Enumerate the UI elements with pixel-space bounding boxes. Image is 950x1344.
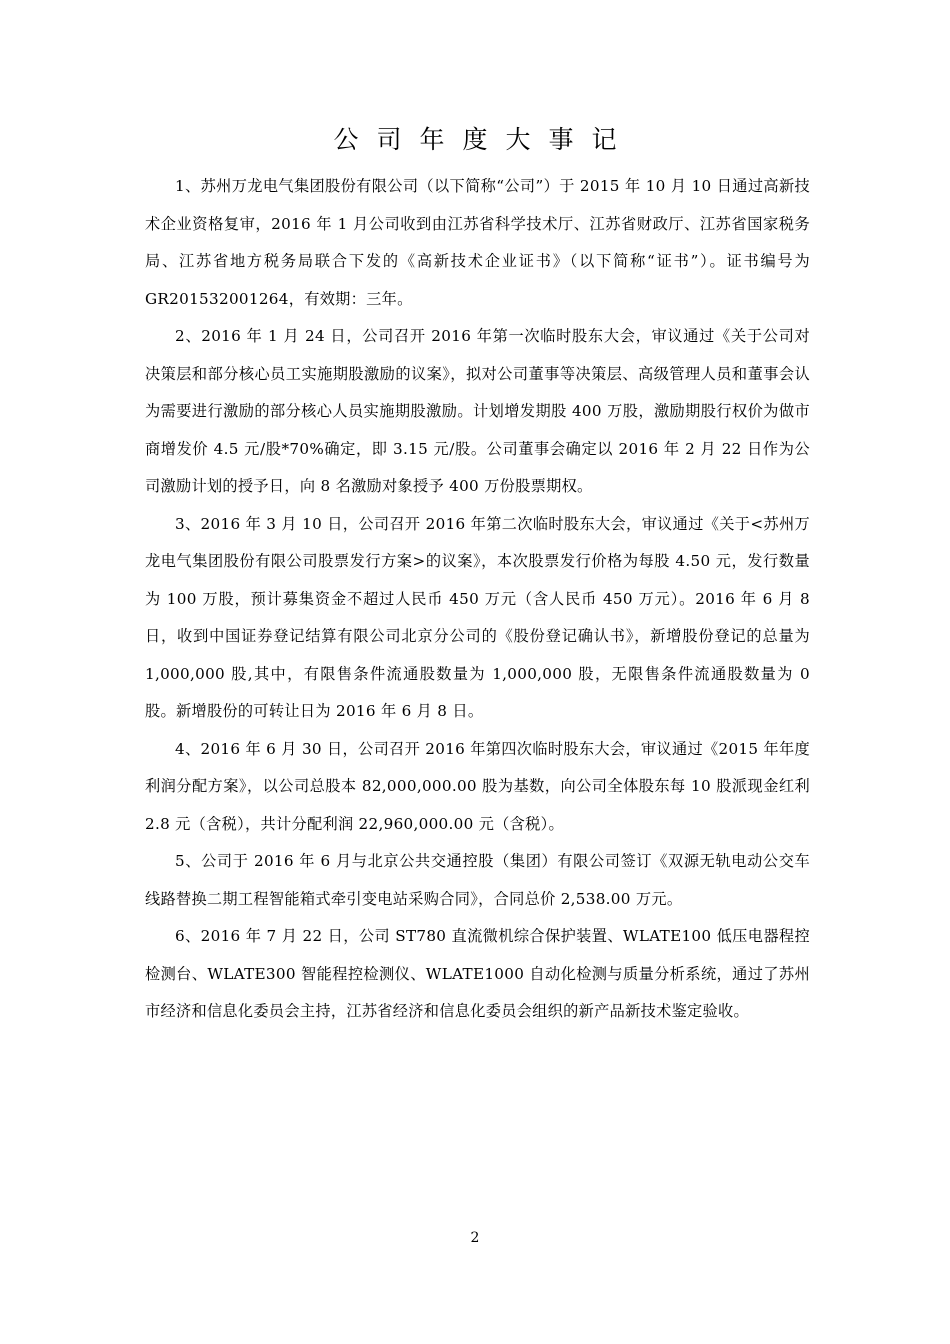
page-title: 公司年度大事记 bbox=[333, 125, 635, 154]
paragraph-3: 3、2016 年 3 月 10 日，公司召开 2016 年第二次临时股东大会，审议通过《关于<苏州万龙电气集团股份有限公司股票发行方案>的议案》，本次股票发行价格为每股 4.50 元，发行数量为 100 万股，预计募集资金不超过人民币 450 万元（含人民币 450 万元）。2016 年 6 月 8 日，收到中国证券登记结算有限公司北京分公司的《股份登记确认书》，新增股份登记的总量为 1,000,000 股,其中，有限售条件流通股数量为 1,000,000 股，无限售条件流通股数量为 0 股。新增股份的可转让日为 2016 年 6 月 8 日。 bbox=[145, 514, 810, 720]
paragraph-6: 6、2016 年 7 月 22 日，公司 ST780 直流微机综合保护装置、WLATE100 低压电器程控检测台、WLATE300 智能程控检测仪、WLATE1000 自动化检测与质量分析系统，通过了苏州市经济和信息化委员会主持，江苏省经济和信息化委员会组织的新产品新技术鉴定验收。 bbox=[145, 927, 810, 1020]
page-number: 2 bbox=[470, 1230, 480, 1246]
paragraph-2: 2、2016 年 1 月 24 日，公司召开 2016 年第一次临时股东大会，审议通过《关于公司对决策层和部分核心员工实施期股激励的议案》，拟对公司董事等决策层、高级管理人员和董事会认为需要进行激励的部分核心人员实施期股激励。计划增发期股 400 万股，激励期股行权价为做市商增发价 4.5 元/股*70%确定，即 3.15 元/股。公司董事会确定以 2016 年 2 月 22 日作为公司激励计划的授予日，向 8 名激励对象授予 400 万份股票期权。 bbox=[145, 327, 810, 495]
paragraph-4: 4、2016 年 6 月 30 日，公司召开 2016 年第四次临时股东大会，审议通过《2015 年年度利润分配方案》，以公司总股本 82,000,000.00 股为基数，向公司全体股东每 10 股派现金红利 2.8 元（含税），共计分配利润 22,960,000.00 元（含税）。 bbox=[145, 739, 810, 833]
document-body bbox=[145, 168, 810, 1031]
paragraph-5: 5、公司于 2016 年 6 月与北京公共交通控股（集团）有限公司签订《双源无轨电动公交车线路替换二期工程智能箱式牵引变电站采购合同》，合同总价 2,538.00 万元。 bbox=[145, 852, 810, 908]
paragraph-1: 1、苏州万龙电气集团股份有限公司（以下简称“公司”）于 2015 年 10 月 10 日通过高新技术企业资格复审，2016 年 1 月公司收到由江苏省科学技术厅、江苏省财政厅、江苏省国家税务局、江苏省地方税务局联合下发的《高新技术企业证书》（以下简称“证书”）。证书编号为 GR201532001264，有效期：三年。 bbox=[145, 177, 810, 308]
